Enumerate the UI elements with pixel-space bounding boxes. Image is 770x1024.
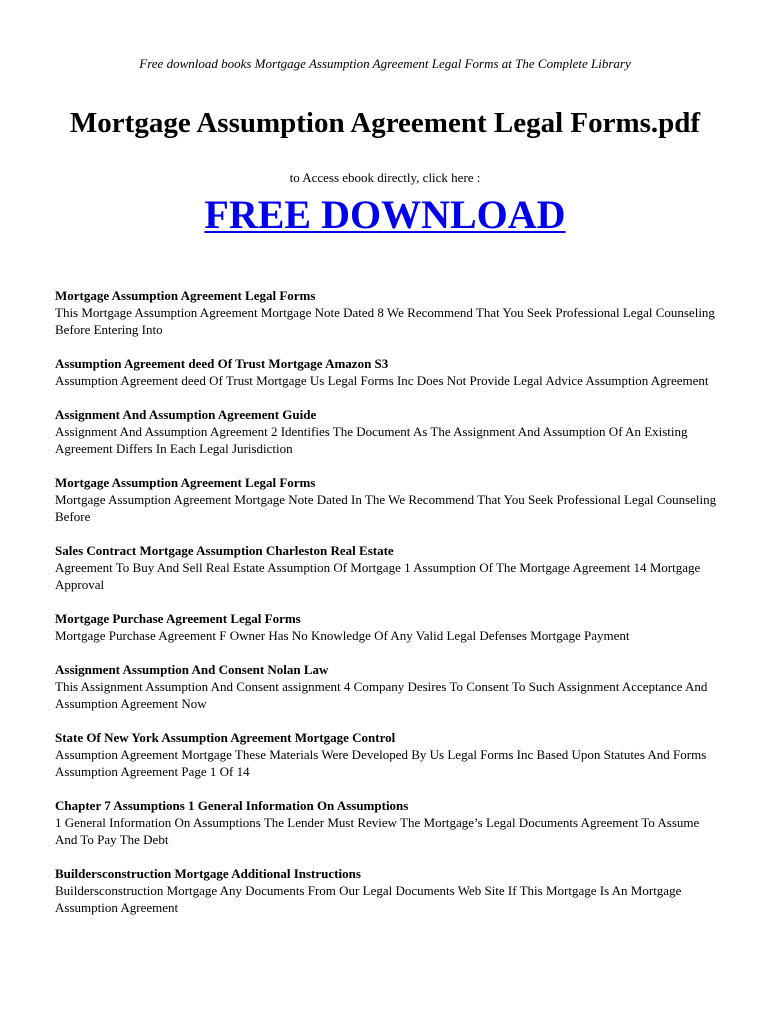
free-download-container <box>0 192 770 238</box>
entry-title: State Of New York Assumption Agreement Mortgage Control <box>55 730 396 745</box>
entry-description: Agreement To Buy And Sell Real Estate Assumption Of Mortgage 1 Assumption Of The Mortgage Agreement 14 Mortgage Approval <box>55 560 701 592</box>
list-item <box>55 865 720 916</box>
list-item <box>55 474 720 525</box>
list-item <box>55 661 720 712</box>
entry-description: Assumption Agreement Mortgage These Materials Were Developed By Us Legal Forms Inc Based Upon Statutes And Forms Assumption Agreement Page 1 Of 14 <box>55 747 707 779</box>
list-item <box>55 406 720 457</box>
entry-title: Mortgage Purchase Agreement Legal Forms <box>55 611 301 626</box>
access-instruction: to Access ebook directly, click here : <box>289 170 481 185</box>
entry-title: Assignment Assumption And Consent Nolan Law <box>55 662 329 677</box>
list-item <box>55 797 720 848</box>
page-title: Mortgage Assumption Agreement Legal Forms.pdf <box>69 107 701 139</box>
entry-description: Assumption Agreement deed Of Trust Mortgage Us Legal Forms Inc Does Not Provide Legal Advice Assumption Agreement <box>55 373 709 388</box>
entry-description: Mortgage Purchase Agreement F Owner Has No Knowledge Of Any Valid Legal Defenses Mortgage Payment <box>55 628 630 643</box>
entry-title: Assignment And Assumption Agreement Guide <box>55 407 317 422</box>
list-item <box>55 287 720 338</box>
entry-title: Buildersconstruction Mortgage Additional Instructions <box>55 866 361 881</box>
entry-title: Assumption Agreement deed Of Trust Mortgage Amazon S3 <box>55 356 389 371</box>
entry-title: Mortgage Assumption Agreement Legal Forms <box>55 475 316 490</box>
entry-description: Assignment And Assumption Agreement 2 Identifies The Document As The Assignment And Assumption Of An Existing Agreement Differs In Each Legal Jurisdiction <box>55 424 688 456</box>
entry-description: Mortgage Assumption Agreement Mortgage Note Dated In The We Recommend That You Seek Professional Legal Counseling Before <box>55 492 717 524</box>
entry-description: Buildersconstruction Mortgage Any Documents From Our Legal Documents Web Site If This Mortgage Is An Mortgage Assumption Agreement <box>55 883 682 915</box>
entry-title: Chapter 7 Assumptions 1 General Information On Assumptions <box>55 798 409 813</box>
entry-title: Mortgage Assumption Agreement Legal Forms <box>55 288 316 303</box>
entry-list <box>55 287 720 933</box>
entry-description: This Assignment Assumption And Consent assignment 4 Company Desires To Consent To Such Assignment Acceptance And Assumption Agreement Now <box>55 679 708 711</box>
list-item <box>55 355 720 389</box>
free-download-link[interactable]: FREE DOWNLOAD <box>204 192 566 237</box>
entry-title: Sales Contract Mortgage Assumption Charleston Real Estate <box>55 543 394 558</box>
list-item <box>55 610 720 644</box>
header-tagline: Free download books Mortgage Assumption Agreement Legal Forms at The Complete Library <box>139 56 631 71</box>
entry-description: This Mortgage Assumption Agreement Mortgage Note Dated 8 We Recommend That You Seek Professional Legal Counseling Before Entering Into <box>55 305 715 337</box>
list-item <box>55 729 720 780</box>
list-item <box>55 542 720 593</box>
entry-description: 1 General Information On Assumptions The Lender Must Review The Mortgage’s Legal Documents Agreement To Assume And To Pay The Debt <box>55 815 700 847</box>
